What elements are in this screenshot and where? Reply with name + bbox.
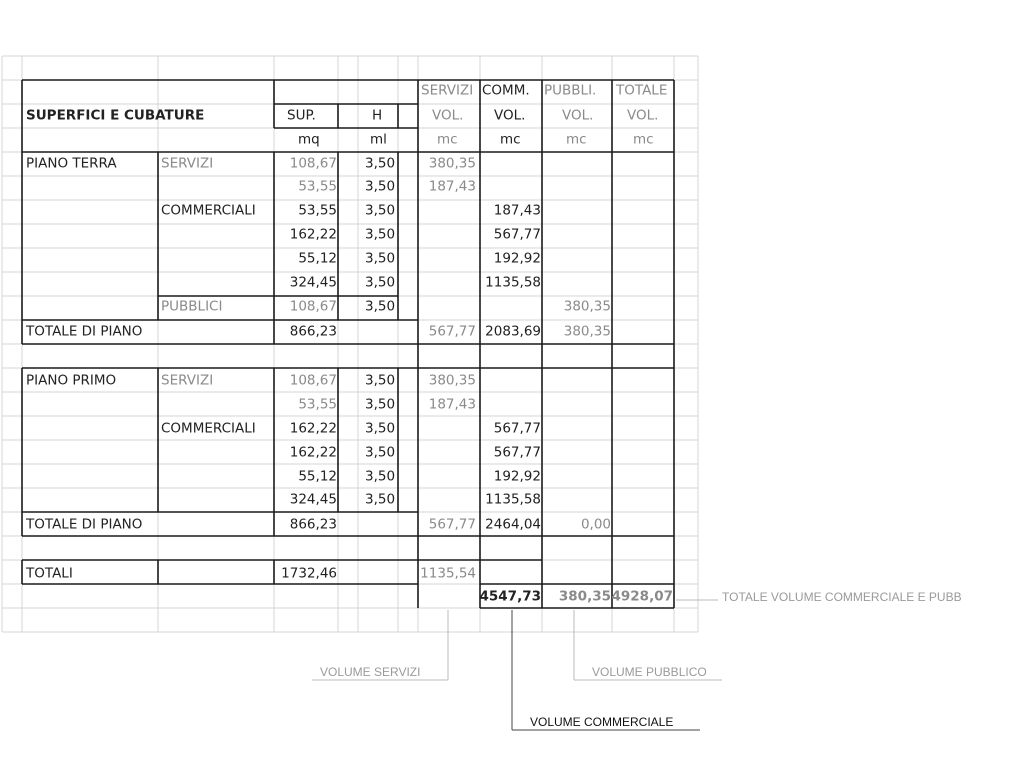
category-servizi-pp: SERVIZI [161, 372, 214, 389]
unit-h: ml [370, 131, 387, 148]
totali-pubbli: 380,35 [558, 588, 611, 605]
pp-sup-5: 324,45 [289, 491, 337, 508]
pt-total-sup: 866,23 [289, 323, 337, 340]
pp-servizi-0: 380,35 [428, 372, 476, 389]
header-sup: SUP. [287, 107, 316, 124]
table-title: SUPERFICI E CUBATURE [26, 107, 205, 124]
category-commerciali-pp: COMMERCIALI [161, 420, 256, 437]
header-h: H [372, 107, 383, 124]
header-comm: COMM. [482, 82, 530, 99]
section-piano-terra: PIANO TERRA [26, 155, 117, 172]
pt-h-0: 3,50 [365, 155, 396, 172]
header-vol-totale: VOL. [627, 107, 659, 124]
header-totale: TOTALE [616, 82, 668, 99]
annotation-volume-commerciale: VOLUME COMMERCIALE [530, 715, 674, 729]
pp-sup-1: 53,55 [298, 396, 337, 413]
annotation-volume-servizi: VOLUME SERVIZI [320, 665, 421, 679]
pp-comm-3: 567,77 [493, 444, 541, 461]
pp-sup-0: 108,67 [289, 372, 337, 389]
totali-totale: 4928,07 [611, 588, 673, 605]
header-vol-servizi: VOL. [432, 107, 464, 124]
pt-h-3: 3,50 [365, 226, 396, 243]
unit-comm: mc [500, 131, 521, 148]
header-vol-pubbli: VOL. [562, 107, 594, 124]
category-servizi: SERVIZI [161, 155, 214, 172]
unit-sup: mq [298, 131, 320, 148]
pt-h-1: 3,50 [365, 178, 396, 195]
pp-h-3: 3,50 [365, 444, 396, 461]
pt-comm-4: 192,92 [493, 250, 541, 267]
pp-total-comm: 2464,04 [485, 516, 541, 533]
pt-h-2: 3,50 [365, 202, 396, 219]
unit-servizi: mc [437, 131, 458, 148]
pp-servizi-1: 187,43 [428, 396, 476, 413]
pt-comm-3: 567,77 [493, 226, 541, 243]
pp-total-sup: 866,23 [289, 516, 337, 533]
unit-pubbli: mc [566, 131, 587, 148]
pt-sup-6: 108,67 [289, 298, 337, 315]
header-pubbli: PUBBLI. [544, 82, 597, 99]
pp-total-servizi: 567,77 [428, 516, 476, 533]
header-vol-comm: VOL. [494, 107, 526, 124]
pt-servizi-0: 380,35 [428, 155, 476, 172]
pp-sup-3: 162,22 [289, 444, 337, 461]
annotation-volume-pubblico: VOLUME PUBBLICO [592, 665, 707, 679]
pp-sup-4: 55,12 [298, 468, 337, 485]
pt-sup-0: 108,67 [289, 155, 337, 172]
pt-total-pubbli: 380,35 [563, 323, 611, 340]
pt-sup-5: 324,45 [289, 274, 337, 291]
pt-sup-3: 162,22 [289, 226, 337, 243]
pp-h-4: 3,50 [365, 468, 396, 485]
pt-h-5: 3,50 [365, 274, 396, 291]
pt-sup-1: 53,55 [298, 178, 337, 195]
unit-totale: mc [633, 131, 654, 148]
pp-sup-2: 162,22 [289, 420, 337, 437]
category-pubblici: PUBBLICI [161, 298, 223, 315]
pt-total-servizi: 567,77 [428, 323, 476, 340]
pt-pubbli-6: 380,35 [563, 298, 611, 315]
pp-total-pubbli: 0,00 [580, 516, 611, 533]
totali-label: TOTALI [26, 565, 73, 582]
totali-sup: 1732,46 [281, 565, 337, 582]
pp-comm-5: 1135,58 [485, 491, 541, 508]
pt-sup-2: 53,55 [298, 202, 337, 219]
pp-comm-4: 192,92 [493, 468, 541, 485]
pp-h-0: 3,50 [365, 372, 396, 389]
annotation-totale-volume: TOTALE VOLUME COMMERCIALE E PUBB [722, 590, 962, 604]
pt-h-6: 3,50 [365, 298, 396, 315]
section-piano-primo: PIANO PRIMO [26, 372, 117, 389]
category-commerciali: COMMERCIALI [161, 202, 256, 219]
pp-comm-2: 567,77 [493, 420, 541, 437]
pt-servizi-1: 187,43 [428, 178, 476, 195]
totali-servizi: 1135,54 [420, 565, 476, 582]
pp-h-5: 3,50 [365, 491, 396, 508]
pt-total-comm: 2083,69 [485, 323, 541, 340]
pp-h-2: 3,50 [365, 420, 396, 437]
pt-sup-4: 55,12 [298, 250, 337, 267]
pt-total-label: TOTALE DI PIANO [26, 323, 143, 340]
pt-comm-5: 1135,58 [485, 274, 541, 291]
totali-comm: 4547,73 [479, 588, 541, 605]
pt-h-4: 3,50 [365, 250, 396, 267]
pp-total-label: TOTALE DI PIANO [26, 516, 143, 533]
header-servizi: SERVIZI [421, 82, 474, 99]
pp-h-1: 3,50 [365, 396, 396, 413]
pt-comm-2: 187,43 [493, 202, 541, 219]
